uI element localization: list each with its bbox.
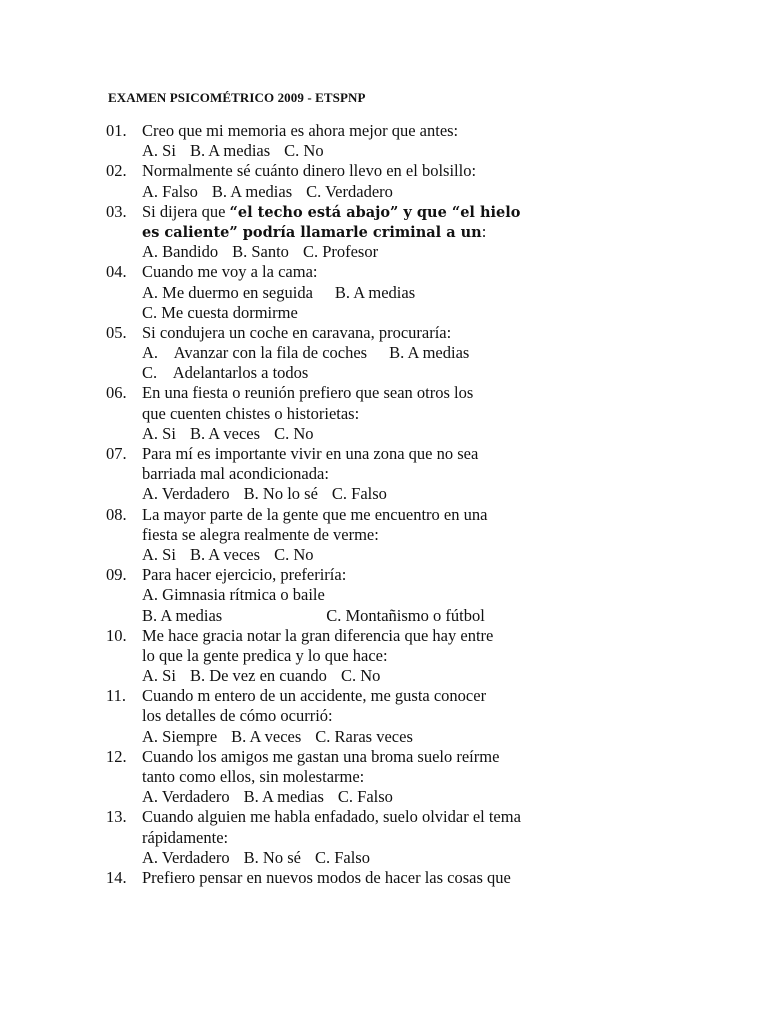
options-text <box>142 424 313 444</box>
question-number: 09. <box>106 565 127 585</box>
question-text: los detalles de cómo ocurrió: <box>142 706 333 726</box>
answer-option: B. A veces <box>189 423 261 443</box>
answer-option: A. Me duermo en seguida <box>142 282 313 302</box>
question-options <box>106 303 746 323</box>
answer-option: C. Me cuesta dormirme <box>142 302 298 322</box>
question-item <box>106 262 746 323</box>
question-options <box>106 343 746 363</box>
question-item <box>106 868 746 888</box>
question-text: Para hacer ejercicio, preferiría: <box>142 565 347 585</box>
question-line <box>106 828 746 848</box>
options-text <box>142 182 393 202</box>
options-text <box>142 606 485 626</box>
question-text: Normalmente sé cuánto dinero llevo en el bolsillo: <box>142 161 477 181</box>
question-line <box>106 626 746 646</box>
options-text <box>142 363 308 383</box>
options-text <box>142 484 387 504</box>
question-line <box>106 161 746 181</box>
question-options <box>106 545 746 565</box>
options-text <box>142 545 313 565</box>
options-text <box>142 787 393 807</box>
question-line <box>106 706 746 726</box>
question-options <box>106 141 746 161</box>
question-text: Cuando alguien me habla enfadado, suelo olvidar el tema <box>142 807 521 827</box>
question-text: La mayor parte de la gente que me encuentro en una <box>142 504 488 524</box>
answer-option: B. A medias <box>389 343 470 363</box>
question-text: Me hace gracia notar la gran diferencia que hay entre <box>142 625 494 645</box>
answer-option: C. Falso <box>337 787 393 807</box>
question-text: Para mí es importante vivir en una zona que no sea <box>142 444 479 463</box>
question-options <box>106 424 746 444</box>
question-item <box>106 121 746 161</box>
question-number: 03. <box>106 201 127 221</box>
question-options <box>106 848 746 868</box>
question-text: Cuando m entero de un accidente, me gusta conocer <box>142 686 487 706</box>
question-item <box>106 747 746 808</box>
question-options <box>106 182 746 202</box>
question-options <box>106 484 746 504</box>
question-text: Cuando los amigos me gastan una broma suelo reírme <box>142 746 500 766</box>
question-item <box>106 202 746 263</box>
question-number: 12. <box>106 746 127 766</box>
question-number: 10. <box>106 625 127 645</box>
options-text <box>142 242 378 262</box>
question-line <box>106 222 746 242</box>
options-text <box>142 585 325 605</box>
question-line <box>106 686 746 706</box>
answer-option: C. No <box>284 141 324 161</box>
answer-option: B. No lo sé <box>243 484 318 504</box>
question-item <box>106 323 746 384</box>
question-list <box>106 121 746 888</box>
question-number: 04. <box>106 262 127 282</box>
question-line <box>106 505 746 525</box>
answer-option: A. Verdadero <box>142 484 230 504</box>
question-item <box>106 505 746 566</box>
answer-option: A. Bandido <box>142 242 219 262</box>
question-text: barriada mal acondicionada: <box>142 464 329 484</box>
question-item <box>106 161 746 201</box>
answer-option: B. A veces <box>231 726 302 746</box>
question-line <box>106 121 746 141</box>
options-text <box>142 666 380 686</box>
question-options <box>106 787 746 807</box>
answer-option: C. Raras veces <box>315 726 413 746</box>
question-item <box>106 383 746 444</box>
question-text: Si dijera que “el techo está abajo” y que “el hielo <box>142 201 521 221</box>
answer-option: C. Verdadero <box>306 181 393 201</box>
question-emphasis: es caliente” podría llamarle criminal a un <box>142 223 482 241</box>
question-text: Si condujera un coche en caravana, procuraría: <box>142 322 452 342</box>
answer-option: A. Siempre <box>142 726 218 746</box>
question-text: En una fiesta o reunión prefiero que sean otros los <box>142 383 474 403</box>
question-item <box>106 807 746 868</box>
question-number: 07. <box>106 444 127 463</box>
question-line <box>106 868 746 888</box>
options-text <box>142 141 324 161</box>
question-options <box>106 585 746 605</box>
options-text <box>142 303 298 323</box>
options-text <box>142 848 370 868</box>
answer-option: A. Si <box>142 141 176 161</box>
question-line <box>106 323 746 343</box>
question-number: 01. <box>106 121 127 140</box>
answer-option: C. No <box>274 544 314 564</box>
question-options <box>106 606 746 626</box>
question-item <box>106 565 746 626</box>
question-number: 11. <box>106 686 127 706</box>
answer-option: C. Falso <box>331 484 387 504</box>
question-line <box>106 464 746 484</box>
question-number: 13. <box>106 807 127 827</box>
options-text <box>142 283 415 303</box>
question-line <box>106 646 746 666</box>
question-item <box>106 444 746 505</box>
answer-option: A. Falso <box>142 181 198 201</box>
answer-option: A. Verdadero <box>142 787 230 807</box>
answer-option: B. A medias <box>211 181 293 201</box>
answer-option: C. No <box>274 423 314 443</box>
question-line <box>106 565 746 585</box>
answer-option: B. De vez en cuando <box>189 666 327 686</box>
question-text: es caliente” podría llamarle criminal a un: <box>142 221 487 241</box>
answer-option: A. Si <box>142 666 176 686</box>
question-line <box>106 444 746 464</box>
options-text <box>142 727 413 747</box>
answer-option: C. Profesor <box>302 242 379 262</box>
question-number: 08. <box>106 504 127 524</box>
question-line <box>106 747 746 767</box>
question-number: 06. <box>106 383 127 403</box>
answer-option: B. A medias <box>243 787 324 807</box>
answer-option: C. Montañismo o fútbol <box>326 605 485 625</box>
question-emphasis: “el techo está abajo” y que “el hielo <box>229 203 521 221</box>
answer-option: C. Falso <box>314 847 370 867</box>
answer-option: B. A medias <box>189 141 271 161</box>
answer-option: B. Santo <box>232 242 289 262</box>
question-text: Prefiero pensar en nuevos modos de hacer las cosas que <box>142 867 511 887</box>
question-number: 02. <box>106 161 127 181</box>
question-line <box>106 404 746 424</box>
question-line <box>106 202 746 222</box>
answer-option: A. Si <box>142 423 176 443</box>
answer-option: C. No <box>340 666 381 686</box>
question-options <box>106 242 746 262</box>
options-text <box>142 343 469 363</box>
answer-option: B. A veces <box>189 544 261 564</box>
question-line <box>106 262 746 282</box>
answer-option: B. A medias <box>334 282 416 302</box>
question-number: 14. <box>106 867 127 887</box>
answer-option: A. Avanzar con la fila de coches <box>142 343 368 363</box>
question-text: rápidamente: <box>142 827 229 847</box>
question-options <box>106 666 746 686</box>
question-options <box>106 727 746 747</box>
answer-option: A. Si <box>142 544 176 564</box>
document-title: EXAMEN PSICOMÉTRICO 2009 - ETSPNP <box>108 90 366 105</box>
answer-option: B. No sé <box>243 847 301 867</box>
answer-option: A. Gimnasia rítmica o baile <box>142 585 325 605</box>
question-item <box>106 626 746 687</box>
answer-option: B. A medias <box>142 605 223 625</box>
question-line <box>106 383 746 403</box>
question-text: fiesta se alegra realmente de verme: <box>142 524 379 544</box>
question-text: tanto como ellos, sin molestarme: <box>142 767 365 786</box>
question-number: 05. <box>106 322 127 342</box>
answer-option: C. Adelantarlos a todos <box>142 363 309 383</box>
question-line <box>106 807 746 827</box>
answer-option: A. Verdadero <box>142 847 230 867</box>
question-options <box>106 363 746 383</box>
question-item <box>106 686 746 747</box>
question-text: lo que la gente predica y lo que hace: <box>142 645 388 665</box>
question-text: que cuenten chistes o historietas: <box>142 403 360 423</box>
question-text: Cuando me voy a la cama: <box>142 262 318 282</box>
question-text: Creo que mi memoria es ahora mejor que antes: <box>142 121 459 140</box>
question-line <box>106 767 746 787</box>
question-options <box>106 283 746 303</box>
question-line <box>106 525 746 545</box>
